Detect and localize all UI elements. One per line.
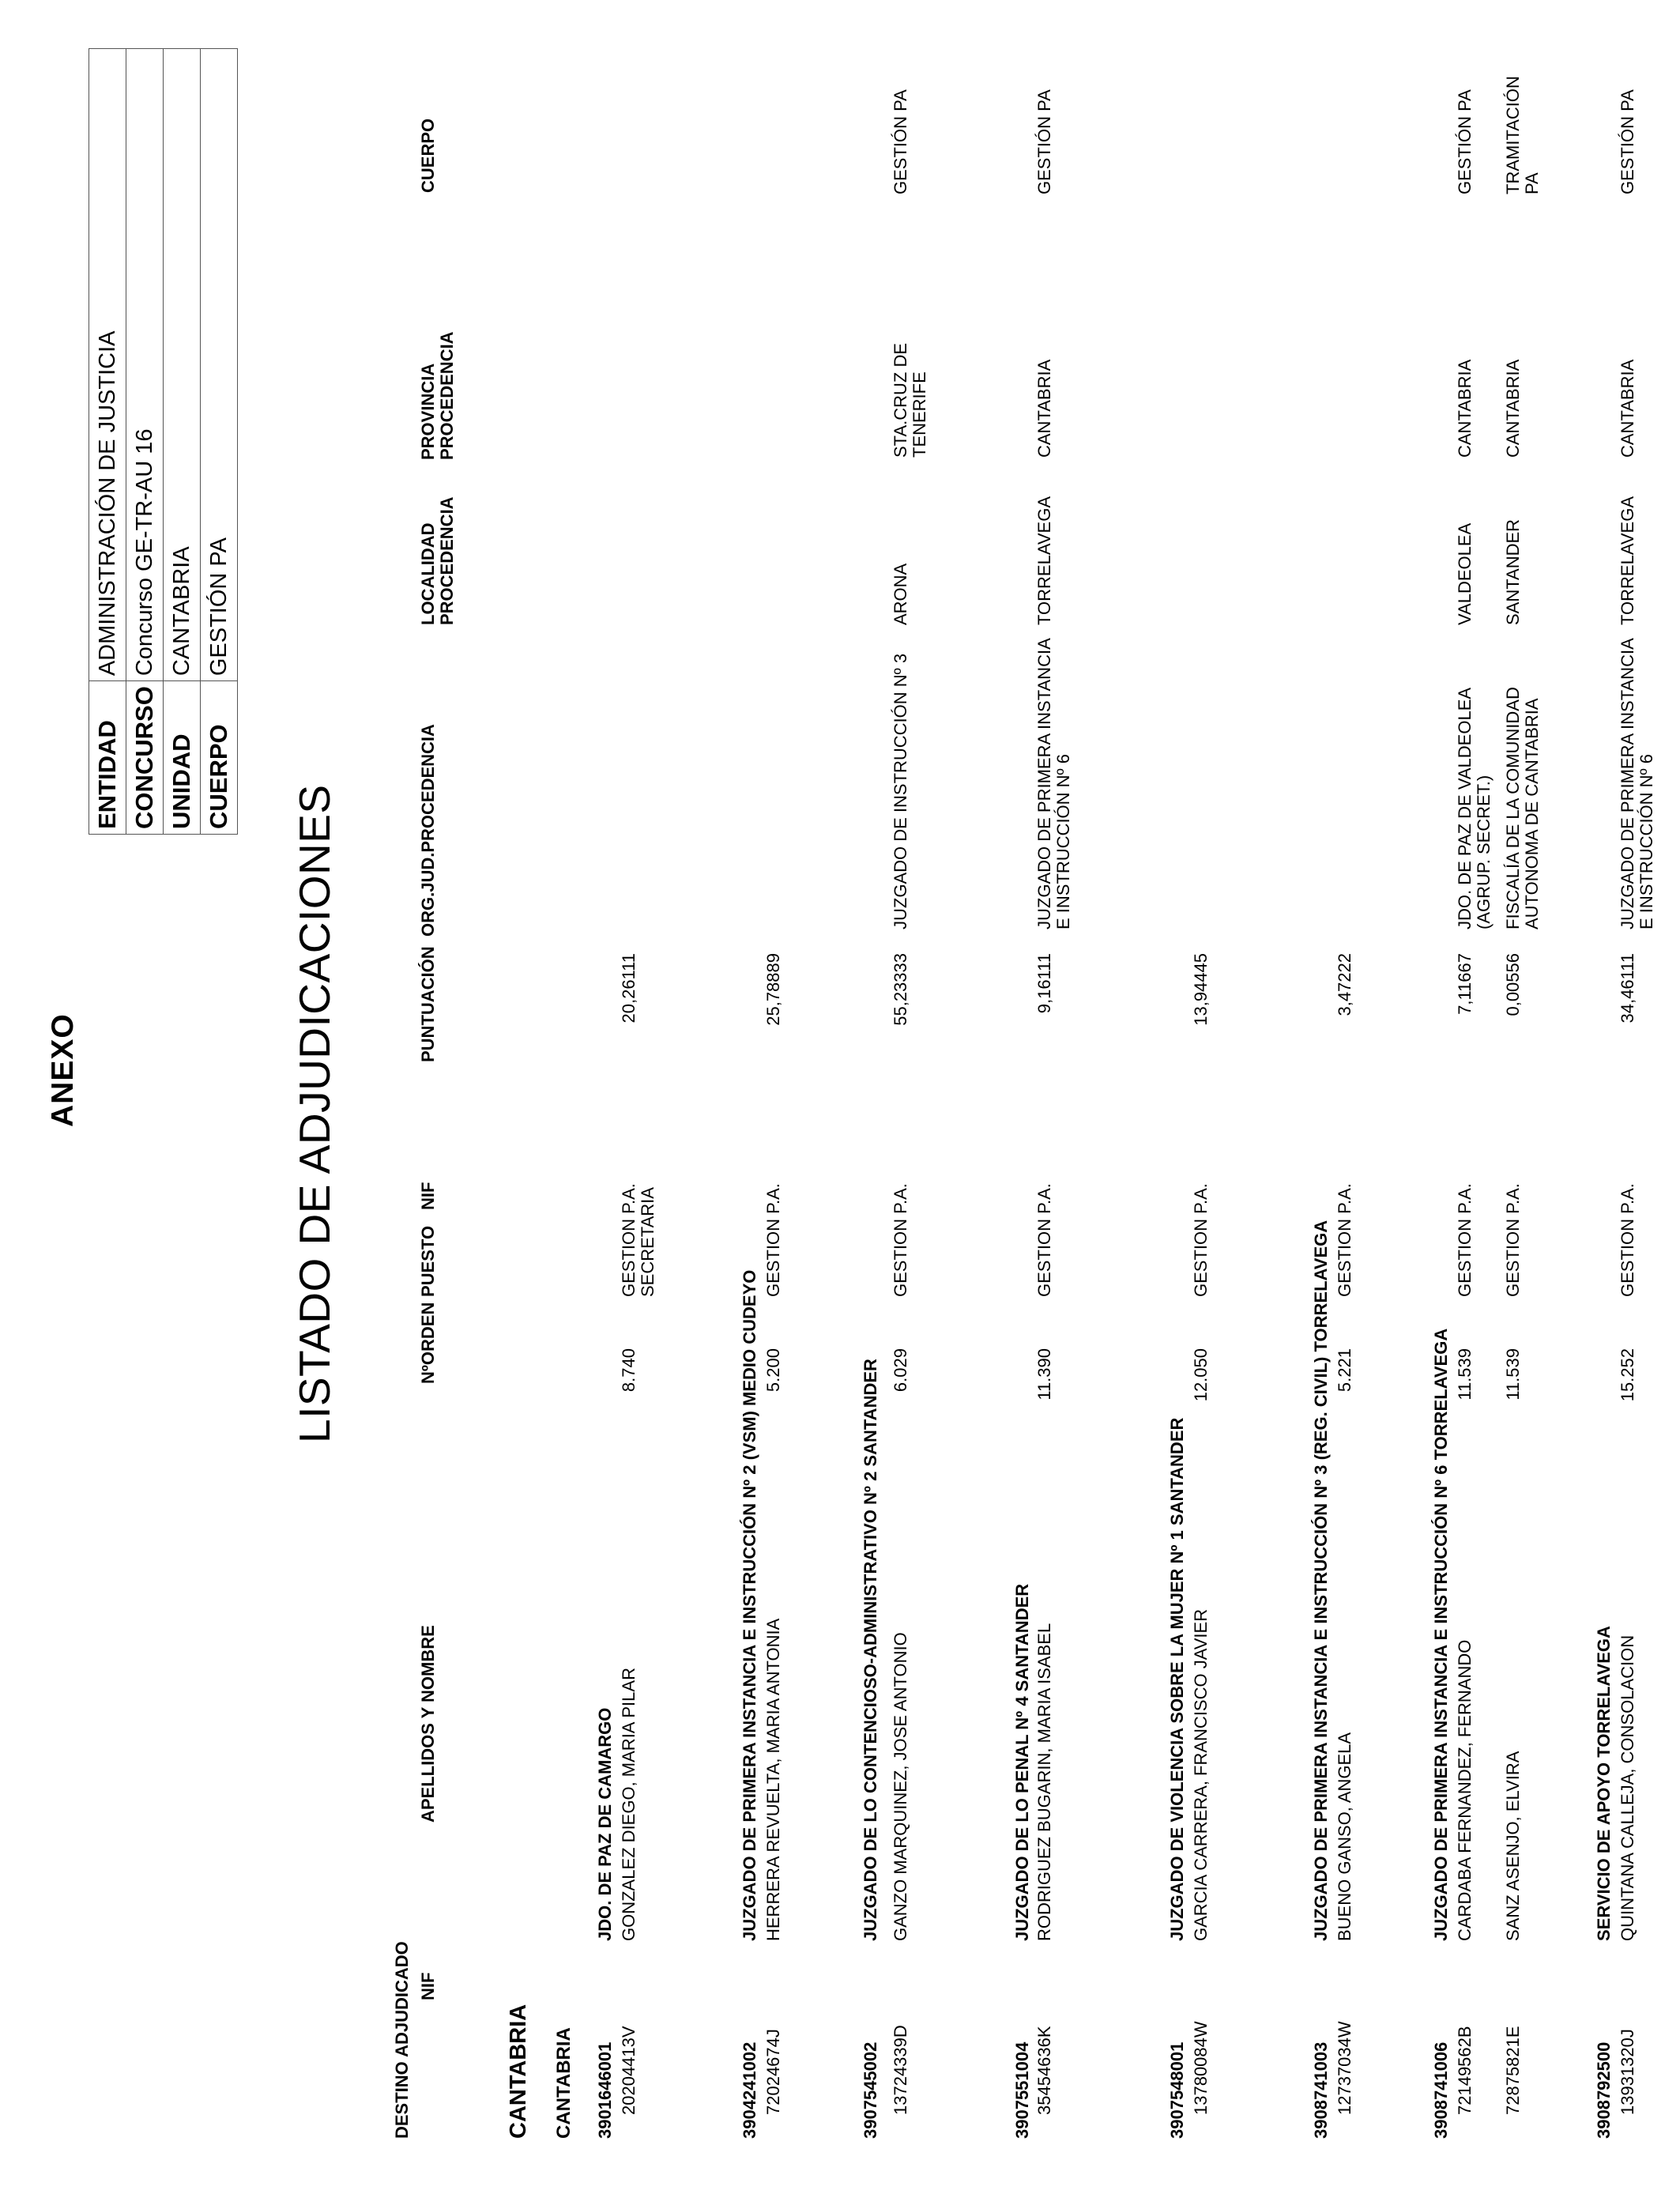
row-nombre: BUENO GANSO, ANGELA xyxy=(1335,1732,1354,1941)
row-provincia: CANTABRIA xyxy=(1503,359,1523,458)
header-puesto: PUESTO xyxy=(418,1225,438,1297)
info-value: CANTABRIA xyxy=(164,49,201,681)
row-nif: 72024674J xyxy=(763,2029,783,2115)
header-norden: NºORDEN xyxy=(418,1302,438,1384)
row-org: JUZGADO DE INSTRUCCIÓN Nº 3 xyxy=(891,653,910,929)
row-nombre: HERRERA REVUELTA, MARIA ANTONIA xyxy=(763,1618,783,1941)
info-row xyxy=(201,49,238,835)
row-puesto: GESTION P.A. xyxy=(1191,1183,1211,1297)
row-orden: 11.539 xyxy=(1455,1348,1475,1400)
row-cuerpo: GESTIÓN PA xyxy=(1618,89,1637,194)
header-localidad: LOCALIDAD PROCEDENCIA xyxy=(418,496,457,625)
row-orden: 8.740 xyxy=(619,1348,638,1393)
row-nif: 12737034W xyxy=(1335,2021,1354,2115)
row-nif: 72149562B xyxy=(1455,2026,1475,2115)
anexo-heading: ANEXO xyxy=(46,1013,80,1127)
row-puntuacion: 25,78889 xyxy=(763,953,783,1026)
header-provincia: PROVINCIA PROCEDENCIA xyxy=(418,331,457,460)
region-heading: CANTABRIA xyxy=(506,2004,531,2139)
row-nombre: RODRIGUEZ BUGARIN, MARIA ISABEL xyxy=(1034,1623,1054,1941)
row-puntuacion: 34,46111 xyxy=(1618,953,1637,1023)
row-org: JDO. DE PAZ DE VALDEOLEA (AGRUP. SECRET.) xyxy=(1455,688,1494,929)
row-puesto: GESTION P.A. xyxy=(1503,1183,1523,1297)
info-row xyxy=(89,49,126,835)
header-org: ORG.JUD.PROCEDENCIA xyxy=(418,724,438,937)
group-code: 3907548001 xyxy=(1167,2041,1187,2139)
group-name: JUZGADO DE LO PENAL Nº 4 SANTANDER xyxy=(1012,1583,1032,1941)
group-name: JDO. DE PAZ DE CAMARGO xyxy=(595,1707,615,1941)
row-org: JUZGADO DE PRIMERA INSTANCIA E INSTRUCCIÓN Nº 6 xyxy=(1618,639,1656,929)
group-code: 3908741006 xyxy=(1431,2041,1451,2139)
info-value: ADMINISTRACIÓN DE JUSTICIA xyxy=(89,49,126,681)
info-value: GESTIÓN PA xyxy=(201,49,238,681)
row-orden: 6.029 xyxy=(891,1348,910,1393)
group-name: JUZGADO DE PRIMERA INSTANCIA E INSTRUCCIÓN Nº 6 TORRELAVEGA xyxy=(1431,1328,1451,1941)
header-apellidos: APELLIDOS Y NOMBRE xyxy=(418,1625,438,1823)
header-puntuacion: PUNTUACIÓN xyxy=(418,946,438,1062)
group-name: JUZGADO DE LO CONTENCIOSO-ADMINISTRATIVO Nº 2 SANTANDER xyxy=(861,1359,880,1941)
row-localidad: ARONA xyxy=(891,563,910,625)
row-localidad: TORRELAVEGA xyxy=(1034,496,1054,625)
info-value: Concurso GE-TR-AU 16 xyxy=(126,49,164,681)
row-nif: 13931320J xyxy=(1618,2029,1637,2115)
page-title: LISTADO DE ADJUDICACIONES xyxy=(290,784,339,1443)
row-org: JUZGADO DE PRIMERA INSTANCIA E INSTRUCCIÓN Nº 6 xyxy=(1034,639,1073,929)
row-nif: 35454636K xyxy=(1034,2026,1054,2115)
info-row xyxy=(126,49,164,835)
row-cuerpo: GESTIÓN PA xyxy=(1034,89,1054,194)
row-puntuacion: 7,11667 xyxy=(1455,953,1475,1015)
row-nombre: CARDABA FERNANDEZ, FERNANDO xyxy=(1455,1639,1475,1941)
row-orden: 15.252 xyxy=(1618,1348,1637,1402)
row-puesto: GESTION P.A. xyxy=(1034,1183,1054,1297)
group-name: JUZGADO DE PRIMERA INSTANCIA E INSTRUCCIÓN Nº 3 (REG. CIVIL) TORRELAVEGA xyxy=(1311,1220,1331,1941)
row-puntuacion: 20,26111 xyxy=(619,953,638,1023)
group-name: SERVICIO DE APOYO TORRELAVEGA xyxy=(1594,1626,1614,1941)
info-table xyxy=(89,48,238,835)
row-nombre: GANZO MARQUINEZ, JOSE ANTONIO xyxy=(891,1632,910,1941)
group-name: JUZGADO DE VIOLENCIA SOBRE LA MUJER Nº 1 SANTANDER xyxy=(1167,1417,1187,1941)
row-orden: 5.221 xyxy=(1335,1348,1354,1393)
row-puesto: GESTION P.A. xyxy=(1618,1183,1637,1297)
group-code: 3908792500 xyxy=(1594,2041,1614,2139)
row-localidad: VALDEOLEA xyxy=(1455,522,1475,625)
header-destino: DESTINO ADJUDICADO xyxy=(392,1941,412,2139)
row-provincia: CANTABRIA xyxy=(1034,359,1054,458)
row-provincia: CANTABRIA xyxy=(1618,359,1637,458)
row-orden: 11.390 xyxy=(1034,1348,1054,1400)
row-nif: 13780084W xyxy=(1191,2021,1211,2115)
row-puntuacion: 3,47222 xyxy=(1335,953,1354,1016)
row-nombre: SANZ ASENJO, ELVIRA xyxy=(1503,1751,1523,1941)
group-code: 3907551004 xyxy=(1012,2041,1032,2139)
row-puesto: GESTION P.A. xyxy=(763,1183,783,1297)
row-orden: 12.050 xyxy=(1191,1348,1211,1402)
row-puntuacion: 13,94445 xyxy=(1191,953,1211,1026)
row-cuerpo: GESTIÓN PA xyxy=(1455,89,1475,194)
header-nif: NIF xyxy=(418,1182,438,1210)
group-name: JUZGADO DE PRIMERA INSTANCIA E INSTRUCCIÓN Nº 2 (VSM) MEDIO CUDEYO xyxy=(740,1269,759,1941)
row-localidad: TORRELAVEGA xyxy=(1618,496,1637,625)
row-provincia: CANTABRIA xyxy=(1455,359,1475,458)
info-key: UNIDAD xyxy=(164,681,201,835)
row-puesto: GESTION P.A. xyxy=(1455,1183,1475,1297)
subregion-heading: CANTABRIA xyxy=(553,2027,574,2139)
row-orden: 11.539 xyxy=(1503,1348,1523,1400)
row-nif: 20204413V xyxy=(619,2026,638,2115)
row-nif: 72875821E xyxy=(1503,2026,1523,2115)
row-nombre: GARCIA CARRERA, FRANCISCO JAVIER xyxy=(1191,1608,1211,1941)
row-org: FISCALÍA DE LA COMUNIDAD AUTONOMA DE CANTABRIA xyxy=(1503,687,1542,929)
row-nombre: QUINTANA CALLEJA, CONSOLACION xyxy=(1618,1634,1637,1941)
info-key: CUERPO xyxy=(201,681,238,835)
row-puntuacion: 9,16111 xyxy=(1034,953,1054,1014)
group-code: 3904241002 xyxy=(740,2041,759,2139)
row-puesto: GESTION P.A. xyxy=(1335,1183,1354,1297)
row-puesto: GESTION P.A. xyxy=(891,1183,910,1297)
header-cuerpo: CUERPO xyxy=(418,118,438,193)
group-code: 3908741003 xyxy=(1311,2041,1331,2139)
row-orden: 5.200 xyxy=(763,1348,783,1393)
row-cuerpo: TRAMITACIÓN PA xyxy=(1503,76,1542,194)
row-puntuacion: 55,23333 xyxy=(891,953,910,1026)
row-localidad: SANTANDER xyxy=(1503,518,1523,625)
row-puesto: GESTION P.A. SECRETARIA xyxy=(619,1183,657,1297)
row-nif: 13724339D xyxy=(891,2025,910,2115)
row-cuerpo: GESTIÓN PA xyxy=(891,89,910,194)
info-key: CONCURSO xyxy=(126,681,164,835)
info-row xyxy=(164,49,201,835)
header-nif-label: NIF xyxy=(418,1972,438,2000)
group-code: 3907545002 xyxy=(861,2041,880,2139)
info-key: ENTIDAD xyxy=(89,681,126,835)
row-nombre: GONZALEZ DIEGO, MARIA PILAR xyxy=(619,1668,638,1941)
row-provincia: STA.CRUZ DE TENERIFE xyxy=(891,342,929,458)
group-code: 3901646001 xyxy=(595,2041,615,2139)
row-puntuacion: 0,00556 xyxy=(1503,953,1523,1016)
